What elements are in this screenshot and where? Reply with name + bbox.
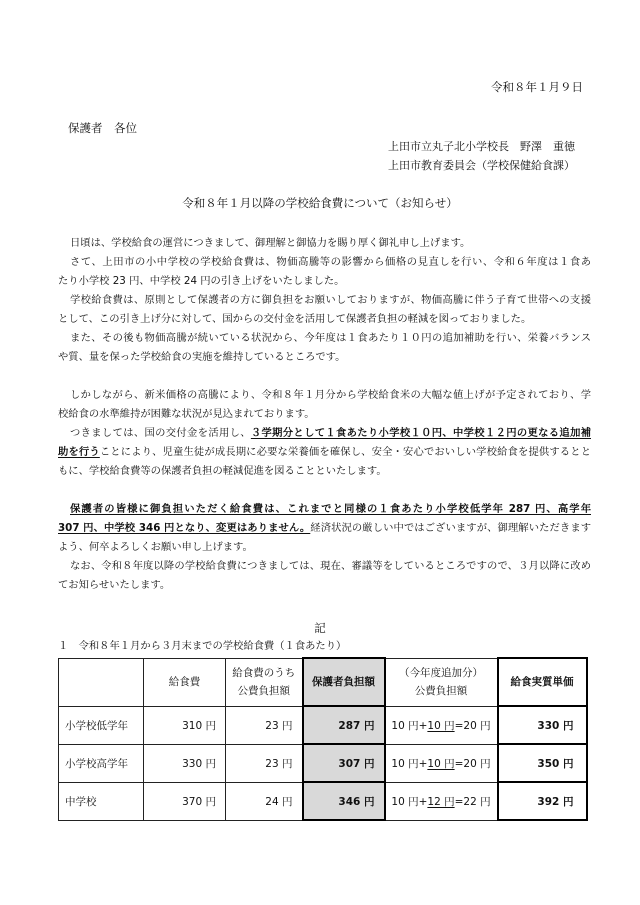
plain-text: 経済状況の厳しい中ではございますが、御理解いただきます xyxy=(310,522,592,534)
plain-text: つきましては、国の交付金を活用し、 xyxy=(70,427,251,439)
emphasis-text: 保護者の皆様に御負担いただく給食費は、これまでと同様の１食あたり小学校低学年 287 円、高学年 xyxy=(70,503,591,515)
header-effective-price: 給食実質単価 xyxy=(498,658,587,706)
paragraph-greeting xyxy=(58,234,591,253)
paragraph-line: しかしながら、新米価格の高騰により、令和８年１月分から学校給食米の大幅な値上げが予定されており、学 xyxy=(70,389,591,401)
paragraph-line: 校給食の水準維持が困難な状況が見込まれております。 xyxy=(58,408,315,420)
paragraph-line: なお、令和８年度以降の学校給食費につきましては、現在、審議等をしているところですので、３月以降に改め xyxy=(70,560,591,572)
issue-date: 令和８年１月９日 xyxy=(491,80,583,94)
paragraph-line xyxy=(58,424,591,443)
addressee: 保護者 各位 xyxy=(68,121,137,135)
extra-added: 12 円 xyxy=(427,795,455,808)
notice-body xyxy=(58,234,591,595)
emphasis-text: ３学期分として１食あたり小学校１０円、中学校１２円の更なる追加補 xyxy=(250,427,591,439)
paragraph-line: 学校給食費は、原則として保護者の方に御負担をお願いしておりますが、物価高騰に伴う子育て世帯への支援 xyxy=(70,294,591,306)
table-row xyxy=(59,782,587,820)
header-line: 公費負担額 xyxy=(237,685,290,697)
cell-public-share: 24 円 xyxy=(226,782,303,820)
lunch-fee-table xyxy=(58,657,588,821)
paragraph-line xyxy=(58,519,591,538)
table-header-row xyxy=(59,658,587,706)
extra-added: 10 円 xyxy=(427,757,455,770)
cell-parent-share: 307 円 xyxy=(303,744,385,782)
paragraph-next-year xyxy=(58,557,591,595)
blank-line xyxy=(58,481,591,500)
sender-board-of-education: 上田市教育委員会（学校保健給食課） xyxy=(388,159,575,172)
header-line: 給食費のうち xyxy=(232,667,296,679)
table-caption: １ 令和８年１月から３月末までの学校給食費（１食あたり） xyxy=(58,640,347,652)
paragraph-line: として、この引き上げ分に対して、国からの交付金を活用して保護者負担の軽減を図っておりました。 xyxy=(58,313,532,325)
extra-total: =20 円 xyxy=(454,719,491,732)
paragraph-line xyxy=(58,500,591,519)
cell-effective-price: 392 円 xyxy=(498,782,587,820)
header-extra-public xyxy=(385,658,498,706)
cell-fee: 370 円 xyxy=(144,782,226,820)
notice-title: 令和８年１月以降の学校給食費について（お知らせ） xyxy=(182,196,458,210)
cell-extra-public xyxy=(385,706,498,744)
paragraph-line: さて、上田市の小中学校の学校給食費は、物価高騰等の影響から価格の見直しを行い、令和６年度は１食あ xyxy=(70,256,591,268)
paragraph-price-revision xyxy=(58,253,591,291)
table-row xyxy=(59,706,587,744)
extra-added: 10 円 xyxy=(427,719,455,732)
paragraph-line: 日頃は、学校給食の運営につきまして、御理解と御協力を賜り厚く御礼申し上げます。 xyxy=(70,237,471,249)
paragraph-additional-aid xyxy=(58,329,591,367)
cell-effective-price: 350 円 xyxy=(498,744,587,782)
row-label: 中学校 xyxy=(59,782,144,820)
header-public-share xyxy=(226,658,303,706)
table-body xyxy=(59,706,587,820)
paragraph-third-term-aid xyxy=(58,424,591,481)
table-row xyxy=(59,744,587,782)
extra-total: =22 円 xyxy=(454,795,491,808)
extra-prior: 10 円+ xyxy=(391,795,428,808)
emphasis-text: 助を行う xyxy=(58,446,100,458)
cell-public-share: 23 円 xyxy=(226,744,303,782)
cell-fee: 310 円 xyxy=(144,706,226,744)
paragraph-line: よう、何卒よろしくお願い申し上げます。 xyxy=(58,541,253,553)
sender-block xyxy=(388,137,575,175)
paragraph-rice-price xyxy=(58,386,591,424)
paragraph-line: もに、学校給食費等の保護者負担の軽減促進を図ることといたします。 xyxy=(58,465,387,477)
cell-extra-public xyxy=(385,744,498,782)
paragraph-line: また、その後も物価高騰が続いている状況から、今年度は１食あたり１０円の追加補助を行い、栄養バランス xyxy=(70,332,591,344)
paragraph-parent-burden xyxy=(58,500,591,557)
paragraph-line xyxy=(58,443,591,462)
emphasis-text: 307 円、中学校 346 円となり、変更はありません。 xyxy=(58,522,311,534)
header-line: （今年度追加分） xyxy=(399,667,483,679)
paragraph-line: てお知らせいたします。 xyxy=(58,579,171,591)
header-parent-share: 保護者負担額 xyxy=(303,658,385,706)
cell-public-share: 23 円 xyxy=(226,706,303,744)
paragraph-line: や質、量を保った学校給食の実施を維持しているところです。 xyxy=(58,351,346,363)
extra-prior: 10 円+ xyxy=(391,757,428,770)
cell-parent-share: 346 円 xyxy=(303,782,385,820)
paragraph-line: たり小学校 23 円、中学校 24 円の引き上げをいたしました。 xyxy=(58,275,345,287)
table-header xyxy=(59,658,587,706)
cell-effective-price: 330 円 xyxy=(498,706,587,744)
cell-extra-public xyxy=(385,782,498,820)
plain-text: ことにより、児童生徒が成長期に必要な栄養価を確保し、安全・安心でおいしい学校給食を提供するとと xyxy=(99,446,592,458)
sender-principal: 上田市立丸子北小学校長 野澤 重徳 xyxy=(388,140,575,153)
table-header-blank xyxy=(59,658,144,706)
extra-prior: 10 円+ xyxy=(391,719,428,732)
row-label: 小学校低学年 xyxy=(59,706,144,744)
header-fee: 給食費 xyxy=(144,658,226,706)
header-line: 公費負担額 xyxy=(414,685,468,697)
cell-parent-share: 287 円 xyxy=(303,706,385,744)
record-mark: 記 xyxy=(314,621,326,635)
blank-line xyxy=(58,367,591,386)
cell-fee: 330 円 xyxy=(144,744,226,782)
paragraph-subsidy xyxy=(58,291,591,329)
extra-total: =20 円 xyxy=(454,757,491,770)
row-label: 小学校高学年 xyxy=(59,744,144,782)
